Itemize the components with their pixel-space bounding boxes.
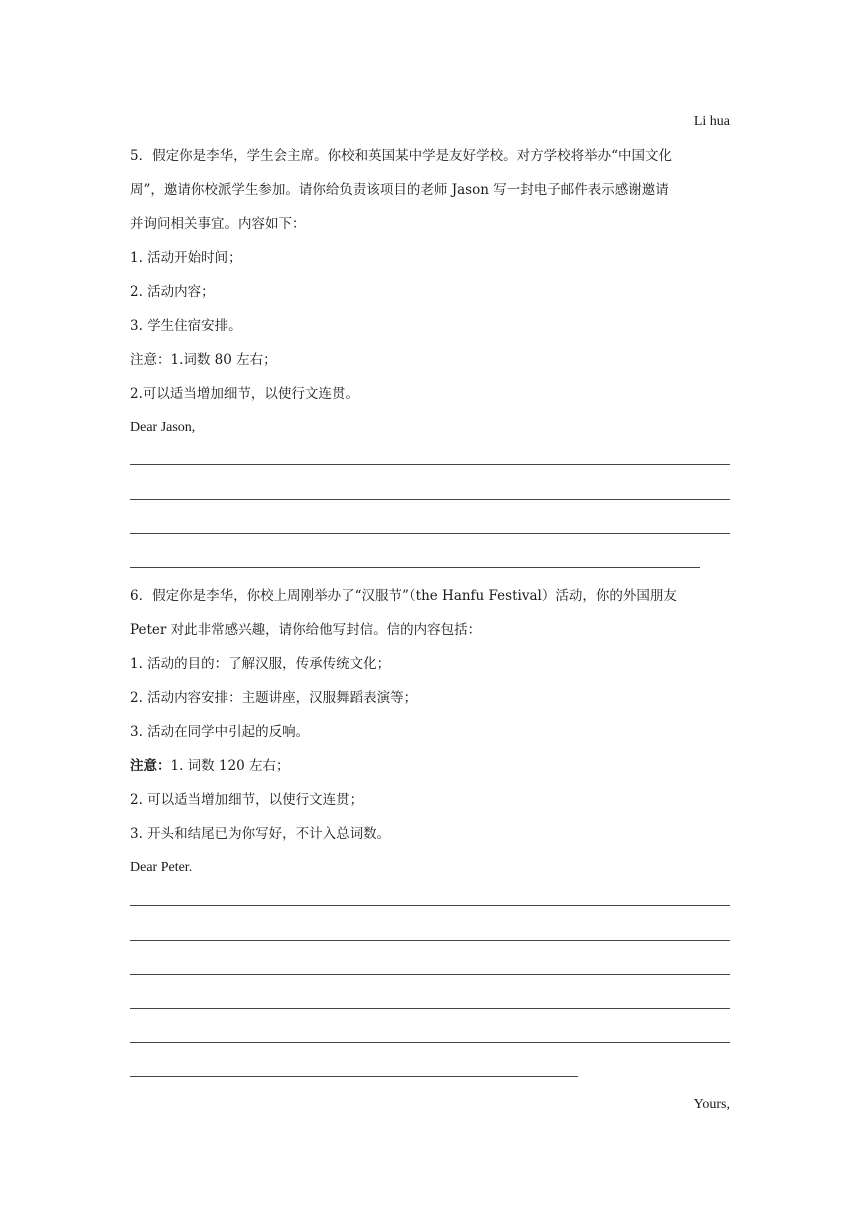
q6-note-1-text: 1. 词数 120 左右； <box>170 758 290 774</box>
q5-note-1: 注意：1.词数 80 左右； <box>130 352 277 368</box>
q6-note-3: 3. 开头和结尾已为你写好，不计入总词数。 <box>130 826 391 842</box>
q5-salutation: Dear Jason, <box>130 420 196 435</box>
q5-answer-line-2[interactable] <box>130 499 730 500</box>
q6-answer-line-1[interactable] <box>130 905 730 906</box>
q6-closing: Yours, <box>693 1097 730 1112</box>
q6-answer-line-4[interactable] <box>130 1008 730 1009</box>
q5-prompt-line-2: 周”，邀请你校派学生参加。请你给负责该项目的老师 Jason 写一封电子邮件表示感谢邀请 <box>130 182 669 198</box>
q6-answer-line-5[interactable] <box>130 1042 730 1043</box>
q6-point-3: 3. 活动在同学中引起的反响。 <box>130 724 310 740</box>
q6-point-1: 1. 活动的目的：了解汉服，传承传统文化； <box>130 656 391 672</box>
q6-prompt-line-1: 6．假定你是李华，你校上周刚举办了“汉服节”（the Hanfu Festival）活动，你的外国朋友 <box>130 588 677 604</box>
top-signature: Li hua <box>693 114 730 129</box>
q5-prompt-line-1: 5．假定你是李华，学生会主席。你校和英国某中学是友好学校。对方学校将举办“中国文化 <box>130 148 672 164</box>
q6-answer-line-2[interactable] <box>130 940 730 941</box>
q5-point-3: 3. 学生住宿安排。 <box>130 318 242 334</box>
q6-note-2: 2. 可以适当增加细节，以使行文连贯； <box>130 792 364 808</box>
q6-point-2: 2. 活动内容安排：主题讲座，汉服舞蹈表演等； <box>130 690 418 706</box>
q5-answer-line-1[interactable] <box>130 464 730 465</box>
q6-prompt-line-2: Peter 对此非常感兴趣，请你给他写封信。信的内容包括： <box>130 622 482 638</box>
q6-note-1 <box>130 757 290 775</box>
q5-answer-line-4[interactable] <box>130 567 700 568</box>
q5-prompt-line-3: 并询问相关事宜。内容如下： <box>130 216 306 232</box>
q6-note-label: 注意： <box>130 758 171 774</box>
q5-note-2: 2.可以适当增加细节，以使行文连贯。 <box>130 386 359 402</box>
q6-salutation: Dear Peter. <box>130 860 193 875</box>
q6-answer-line-6[interactable] <box>130 1076 578 1077</box>
q6-answer-line-3[interactable] <box>130 974 730 975</box>
q5-point-1: 1. 活动开始时间； <box>130 250 242 266</box>
q5-answer-line-3[interactable] <box>130 533 730 534</box>
q5-point-2: 2. 活动内容； <box>130 284 215 300</box>
